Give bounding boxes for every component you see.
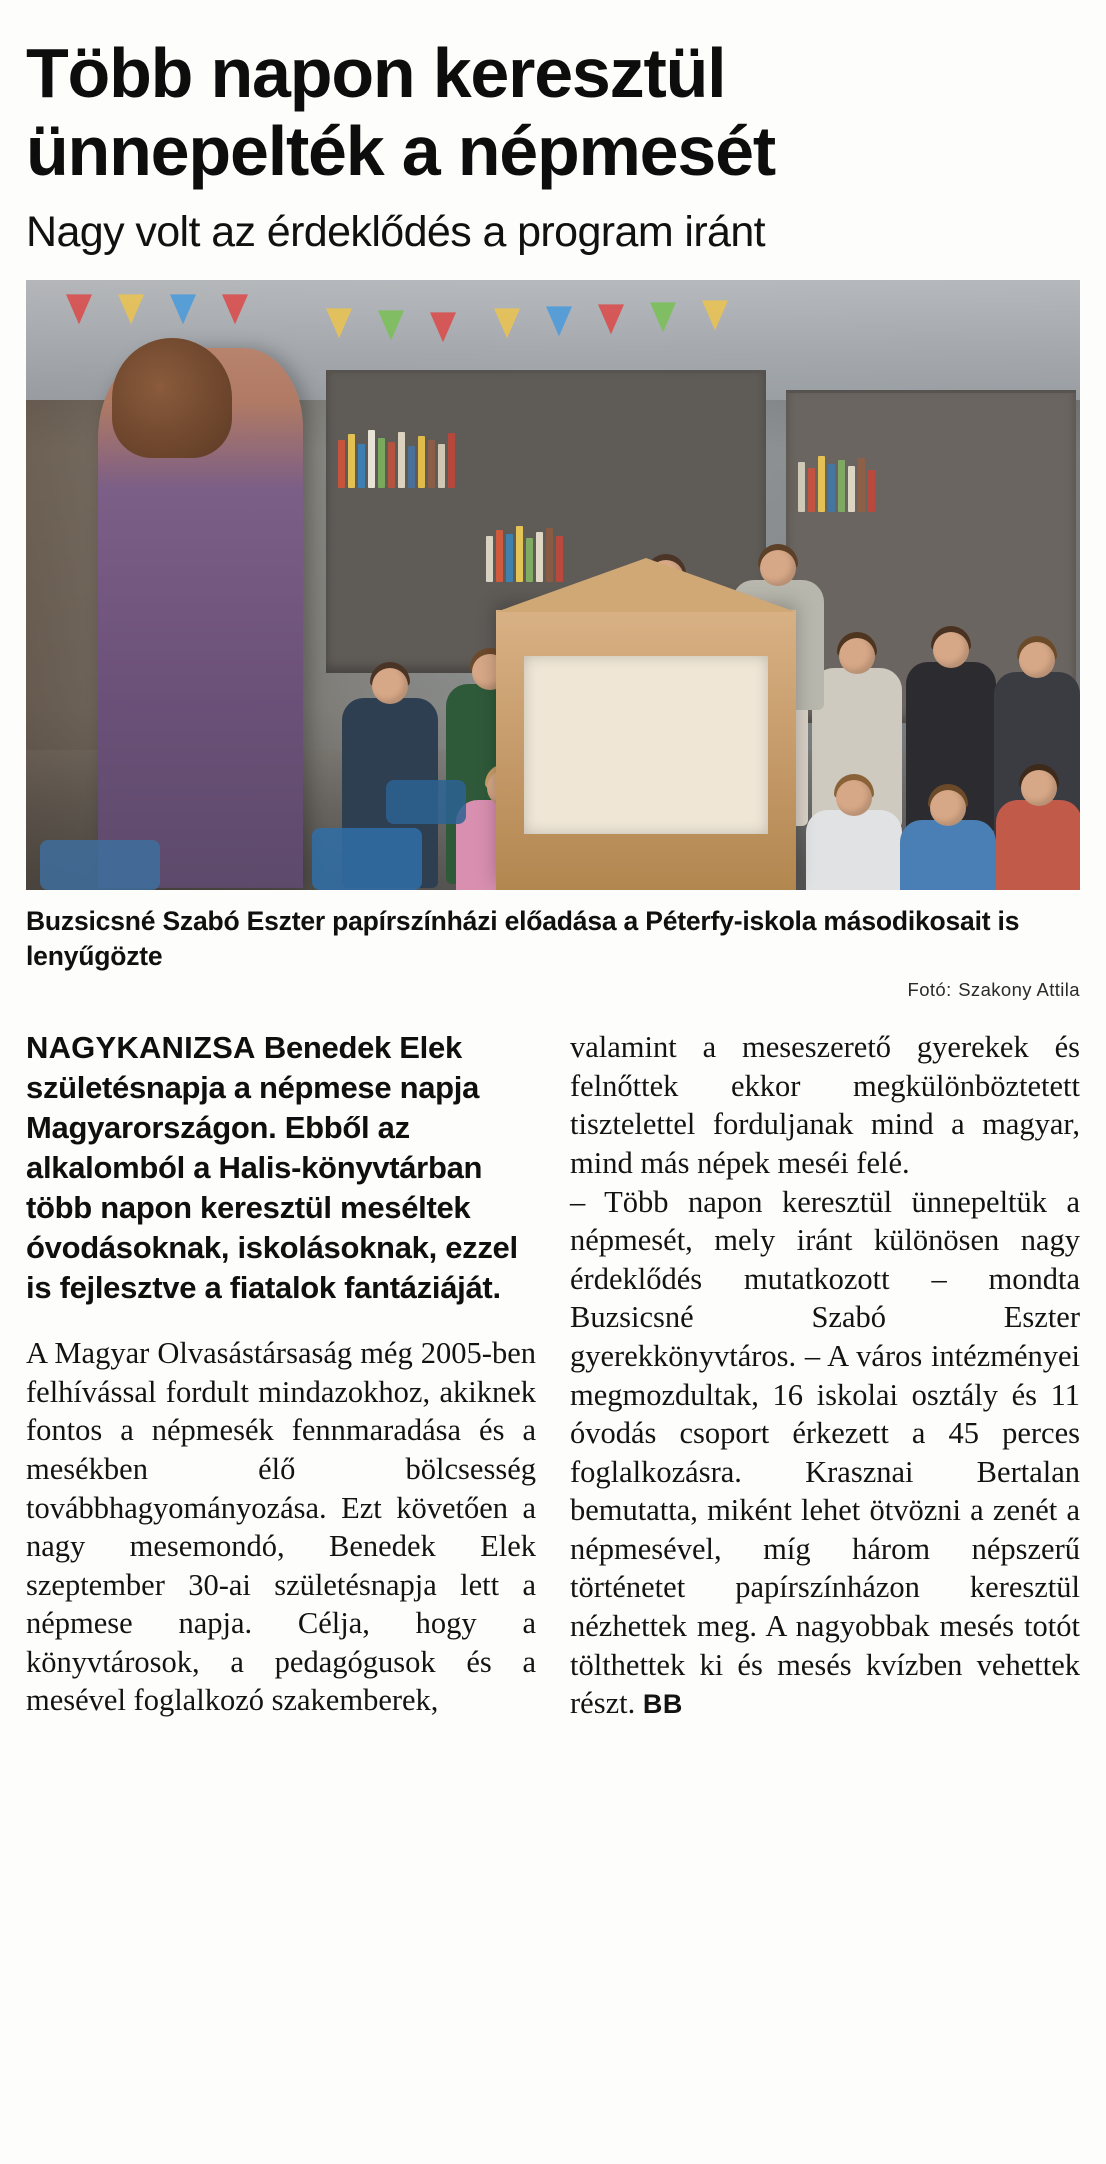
dateline: NAGYKANIZSA [26, 1030, 256, 1066]
paragraph [570, 1183, 1080, 1723]
paragraph: valamint a meseszerető gyerekek és felnőttek ekkor megkülönböztetett tisztelettel forduljanak mind a magyar, mind más népek meséi felé. [570, 1030, 1080, 1181]
article-photo [26, 280, 1080, 890]
paper-theatre-screen [524, 656, 768, 834]
bunting-decoration [26, 284, 1080, 344]
photo-credit-row [26, 976, 1080, 1002]
photo-caption: Buzsicsné Szabó Eszter papírszínházi előadása a Péterfy-iskola másodikosait is lenyűgözte [26, 906, 1020, 972]
page-title [26, 34, 1080, 191]
column-left [26, 1028, 536, 1722]
lede-text: Benedek Elek születésnapja a népmese napja Magyarországon. Ebből az alkalomból a Halis-könyvtárban több napon keresztül meséltek óvodásoknak, iskolásoknak, ezzel is fejlesztve a fiatalok fantáziáját. [26, 1030, 518, 1306]
subheadline: Nagy volt az érdeklődés a program iránt [26, 207, 766, 256]
lede-paragraph [26, 1028, 536, 1308]
paper-theatre [496, 610, 796, 890]
books-row [338, 430, 455, 488]
byline-initials: BB [642, 1689, 683, 1720]
photo-credit [908, 976, 1081, 1002]
child-figure [806, 810, 902, 890]
chair [386, 780, 466, 824]
column-right [570, 1028, 1080, 1722]
paragraph: A Magyar Olvasástársaság még 2005-ben felhívással fordult mindazokhoz, akiknek fontos a népmesék fennmaradása és a mesékben élő bölcsesség továbbhagyományozása. Ezt követően a nagy mesemondó, Benedek Elek szeptember 30-ai születésnapja lett a népmese napja. Célja, hogy a könyvtárosok, a pedagógusok és a mesével foglalkozó szakemberek, [26, 1336, 536, 1718]
child-figure [996, 800, 1080, 890]
chair [312, 828, 422, 890]
article-container [26, 34, 1080, 1723]
headline-line-2: ünnepelték a népmesét [26, 112, 775, 191]
photo-image [26, 280, 1080, 890]
photo-credit-label: Fotó: [907, 979, 952, 1001]
books-row [798, 456, 875, 512]
article-body [26, 1028, 1080, 1722]
chair [40, 840, 160, 890]
paragraph-text: – Több napon keresztül ünnepeltük a népmesét, mely iránt különösen nagy érdeklődés mutatkozott – mondta Buzsicsné Szabó Eszter gyerekkönyvtáros. – A város intézményei megmozdultak, 16 iskolai osztály és 11 óvodás csoport érkezett a 45 perces foglalkozásra. Krasznai Bertalan bemutatta, miként lehet ötvözni a zenét a népmesével, míg három népszerű történetet papírszínházon keresztül nézhettek meg. A nagyobbak mesés totót tölthettek ki és mesés kvízben vehettek részt. [570, 1184, 1080, 1721]
photo-credit-name: Szakony Attila [958, 979, 1080, 1001]
child-figure [900, 820, 996, 890]
headline-line-1: Több napon keresztül [26, 34, 726, 112]
storyteller-hair [112, 338, 232, 458]
